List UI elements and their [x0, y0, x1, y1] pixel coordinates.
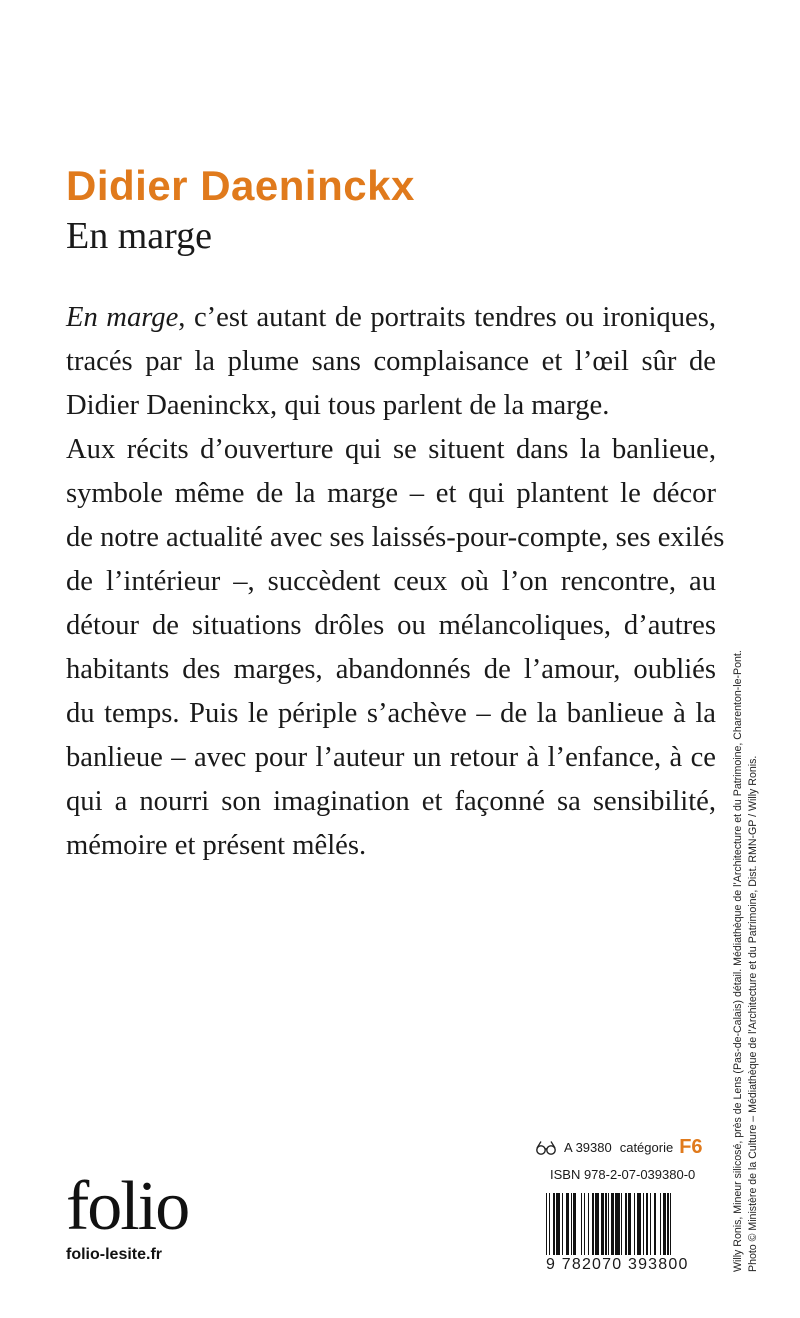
blurb-text: du temps. Puis le périple s’achève – de la banlieue à la — [66, 698, 716, 729]
isbn: ISBN 978-2-07-039380-0 — [550, 1167, 696, 1182]
blurb-text: habitants des marges, abandonnés de l’amour, oubliés — [66, 654, 716, 685]
blurb-text: de l’intérieur –, succèdent ceux où l’on rencontre, au — [66, 566, 716, 597]
photo-credit-line: Photo © Ministère de la Culture – Médiathèque de l’Architecture et du Patrimoine, Dist. RMN-GP / Willy Ronis. — [747, 755, 759, 1272]
publisher-website: folio-lesite.fr — [66, 1246, 163, 1263]
blurb-line — [66, 648, 716, 692]
photo-credit-line: Willy Ronis, Mineur silicosé, près de Lens (Pas-de-Calais) détail. Médiathèque de l’Architecture et du Patrimoine, Charenton-le-Pont. — [732, 650, 744, 1272]
blurb-text: banlieue – avec pour l’auteur un retour à l’enfance, à ce — [66, 742, 716, 773]
photo-credit — [731, 472, 761, 1272]
blurb-text: Didier Daeninckx, qui tous parlent de la marge. — [66, 390, 610, 421]
blurb-line — [66, 604, 716, 648]
blurb-line — [66, 780, 716, 824]
catalog-code: A 39380 — [564, 1140, 612, 1155]
blurb-line — [66, 296, 716, 340]
blurb-text: de notre actualité avec ses laissés-pour-compte, ses exilés — [66, 522, 725, 553]
blurb-text: symbole même de la marge – et qui plantent le décor — [66, 478, 716, 509]
blurb-line — [66, 516, 725, 560]
author-name: Didier Daeninckx — [66, 162, 415, 209]
blurb-line — [66, 428, 716, 472]
blurb-italic-title: En marge — [66, 302, 179, 333]
barcode — [546, 1193, 716, 1275]
catalog-info — [534, 1136, 719, 1159]
blurb-text: mémoire et présent mêlés. — [66, 830, 367, 861]
blurb-text: détour de situations drôles ou mélancoliques, d’autres — [66, 610, 716, 641]
blurb-line — [66, 472, 716, 516]
blurb-line — [66, 384, 716, 428]
barcode-bars — [546, 1193, 716, 1255]
book-title: En marge — [66, 215, 212, 257]
blurb-line — [66, 340, 716, 384]
blurb-text: Aux récits d’ouverture qui se situent dans la banlieue, — [66, 434, 716, 465]
back-cover-blurb — [66, 296, 725, 868]
blurb-line — [66, 824, 716, 868]
barcode-digits: 9 782070 393800 — [546, 1256, 689, 1273]
blurb-line — [66, 736, 716, 780]
category-value: F6 — [679, 1136, 703, 1158]
folio-logo: folio — [66, 1168, 189, 1245]
catalog-row — [534, 1136, 719, 1159]
reading-glasses-icon — [534, 1139, 558, 1157]
blurb-line — [66, 692, 716, 736]
category-label: catégorie — [619, 1140, 674, 1155]
blurb-text: , c’est autant de portraits tendres ou ironiques, — [178, 302, 716, 333]
blurb-text: tracés par la plume sans complaisance et l’œil sûr de — [66, 346, 716, 377]
blurb-line — [66, 560, 716, 604]
blurb-text: qui a nourri son imagination et façonné sa sensibilité, — [66, 786, 716, 817]
